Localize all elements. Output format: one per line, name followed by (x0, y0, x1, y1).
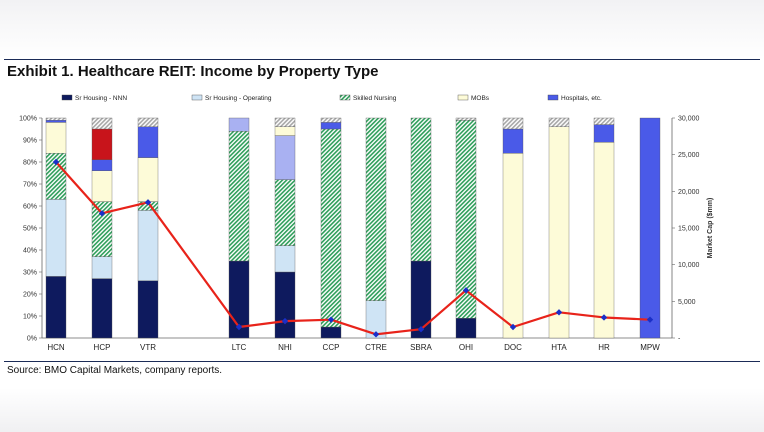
category-label-doc: DOC (504, 343, 522, 352)
category-label-hcp: HCP (93, 343, 111, 352)
bar-ctre-skilled-nursing (366, 118, 386, 301)
left-tick-label: 30% (22, 269, 37, 277)
right-axis (672, 116, 714, 343)
page-title: Exhibit 1. Healthcare REIT: Income by Property Type (7, 63, 379, 80)
bar-mpw-hospitals-etc (640, 118, 660, 338)
bar-nhi-skilled-nursing (275, 180, 295, 246)
legend-label-sr-housing-operating: Sr Housing - Operating (205, 95, 272, 102)
bar-vtr-sr-housing-operating (138, 210, 158, 280)
bar-vtr-other_hatch (138, 118, 158, 127)
bar-doc-other_hatch (503, 118, 523, 129)
bar-hcp-skilled-nursing (92, 202, 112, 257)
category-label-vtr: VTR (140, 343, 156, 352)
right-axis-label: Market Cap ($mm) (707, 197, 714, 259)
bar-doc-hospitals-etc (503, 129, 523, 153)
bar-sbra-skilled-nursing (411, 118, 431, 261)
left-axis (19, 116, 672, 343)
legend-label-sr-housing-nnn: Sr Housing - NNN (75, 95, 128, 102)
category-label-mpw: MPW (640, 343, 660, 352)
legend-label-mobs: MOBs (471, 95, 490, 102)
legend-swatch-mobs (458, 95, 468, 100)
category-label-sbra: SBRA (410, 343, 432, 352)
right-tick-label: 10,000 (678, 262, 700, 270)
legend-swatch-sr-housing-nnn (62, 95, 72, 100)
legend-swatch-skilled-nursing (340, 95, 350, 100)
bar-vtr-mobs (138, 158, 158, 202)
category-label-ctre: CTRE (365, 343, 387, 352)
bar-vtr-hospitals-etc (138, 127, 158, 158)
right-tick-label: - (678, 335, 681, 343)
bar-hcn-other_hatch (46, 118, 66, 120)
bar-hcp-mobs (92, 171, 112, 202)
bar-ccp-other_hatch (321, 118, 341, 122)
category-label-hta: HTA (551, 343, 567, 352)
bar-ltc-nhi_light (229, 118, 249, 131)
category-label-ccp: CCP (322, 343, 340, 352)
bar-ohi-sr-housing-nnn (456, 318, 476, 338)
bottom-backdrop (0, 388, 764, 432)
right-tick-label: 25,000 (678, 152, 700, 160)
bar-hcp-sr-housing-operating (92, 257, 112, 279)
left-tick-label: 90% (22, 137, 37, 145)
left-tick-label: 10% (22, 313, 37, 321)
left-tick-label: 0% (26, 335, 37, 343)
bar-hcp-other_hatch (92, 118, 112, 129)
left-tick-label: 40% (22, 247, 37, 255)
bar-hta-other_hatch (549, 118, 569, 127)
bar-hr-hospitals-etc (594, 125, 614, 143)
right-tick-label: 15,000 (678, 225, 700, 233)
legend (62, 95, 602, 102)
legend-label-skilled-nursing: Skilled Nursing (353, 95, 397, 102)
bar-nhi-sr-housing-nnn (275, 272, 295, 338)
left-tick-label: 80% (22, 159, 37, 167)
bars (46, 118, 660, 338)
category-labels (47, 343, 660, 352)
left-tick-label: 20% (22, 291, 37, 299)
bar-hcn-hospitals-etc (46, 120, 66, 122)
source-rule (4, 361, 760, 362)
legend-swatch-hospitals-etc (548, 95, 558, 100)
category-label-ohi: OHI (458, 343, 474, 352)
category-label-hr: HR (598, 343, 610, 352)
bar-hr-other_hatch (594, 118, 614, 125)
top-backdrop (0, 0, 764, 58)
left-tick-label: 70% (22, 181, 37, 189)
bar-ccp-skilled-nursing (321, 129, 341, 327)
bar-ltc-skilled-nursing (229, 131, 249, 261)
bar-hcn-sr-housing-operating (46, 199, 66, 276)
bar-hcn-mobs (46, 122, 66, 153)
bar-hr-mobs (594, 142, 614, 338)
bar-hcp-hospitals-etc (92, 160, 112, 171)
left-tick-label: 50% (22, 225, 37, 233)
bar-nhi-nhi_light (275, 136, 295, 180)
right-tick-label: 20,000 (678, 188, 700, 196)
bar-nhi-other_hatch (275, 118, 295, 127)
legend-swatch-sr-housing-operating (192, 95, 202, 100)
bar-hcn-sr-housing-nnn (46, 276, 66, 338)
bar-nhi-sr-housing-operating (275, 246, 295, 272)
left-tick-label: 60% (22, 203, 37, 211)
left-tick-label: 100% (19, 115, 37, 123)
right-tick-label: 30,000 (678, 115, 700, 123)
income-by-property-type-chart (0, 88, 764, 358)
bar-hcp-sr-housing-nnn (92, 279, 112, 338)
legend-label-hospitals-etc: Hospitals, etc. (561, 95, 602, 102)
category-label-hcn: HCN (47, 343, 65, 352)
title-rule (4, 59, 760, 60)
bar-hta-mobs (549, 127, 569, 338)
source-note: Source: BMO Capital Markets, company reports. (7, 365, 223, 376)
category-label-nhi: NHI (278, 343, 292, 352)
bar-ccp-hospitals-etc (321, 122, 341, 129)
category-label-ltc: LTC (231, 343, 247, 352)
bar-doc-mobs (503, 153, 523, 338)
bar-vtr-sr-housing-nnn (138, 281, 158, 338)
bar-ohi-other_hatch (456, 118, 476, 120)
bar-ccp-sr-housing-nnn (321, 327, 341, 338)
bar-hcp-hcp_red (92, 129, 112, 160)
bar-nhi-mobs (275, 127, 295, 136)
right-tick-label: 5,000 (678, 298, 696, 306)
